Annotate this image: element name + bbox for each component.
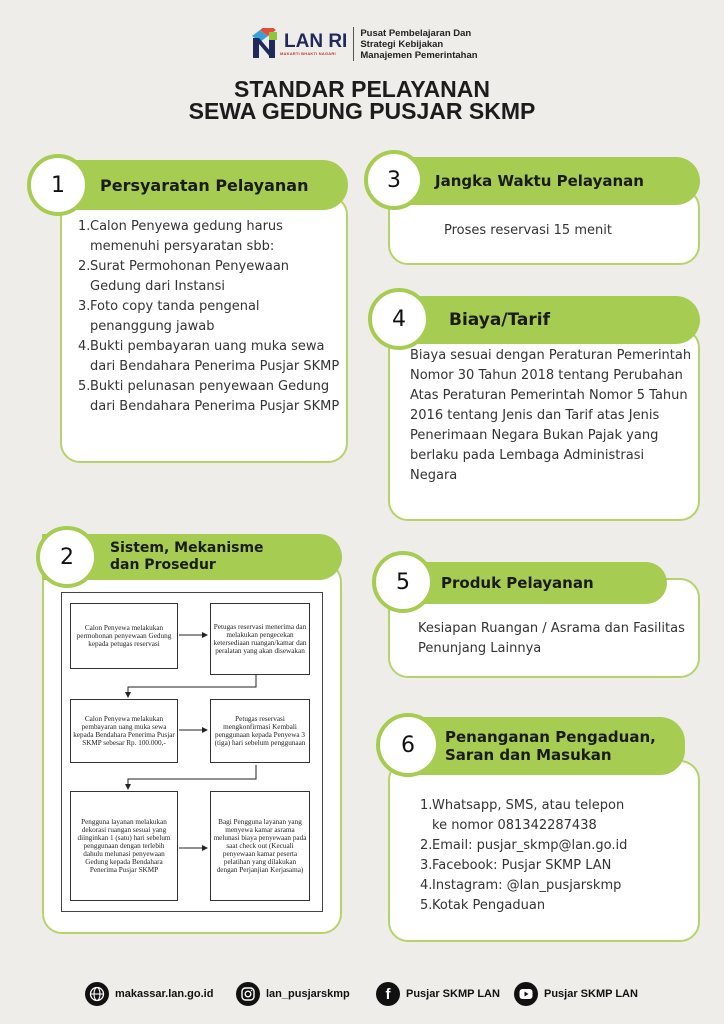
logo-wordmark [280, 32, 347, 56]
flow-step-3: Calon Penyewa melakukan pembayaran uang muka sewa kepada Bendahara Penerima Pusjar SKMP sebesar Rp. 100.000,- [70, 699, 178, 763]
globe-icon [85, 982, 109, 1006]
arrow-4-5 [128, 765, 256, 789]
list-item [420, 876, 690, 896]
logo-tagline: MAKARTI BHAKTI NAGARI [280, 51, 336, 56]
flow-step-6: Bagi Pengguna layanan yang menyewa kamar asrama melunasi biaya penyewaan pada saat check out (Kecuali penyewaan kamar peserta pelatihan yang dilakukan dengan Perjanjian Kerjasama) [210, 791, 310, 901]
section-5-header: Produk Pelayanan [397, 562, 667, 604]
instagram-icon [236, 982, 260, 1006]
list-number: 5. [78, 379, 91, 394]
page-title: STANDAR PELAYANAN SEWA GEDUNG PUSJAR SKMP [188, 76, 536, 124]
list-item [420, 856, 690, 876]
list-number: 5. [420, 898, 433, 913]
list-item [420, 896, 690, 916]
list-number: 2. [420, 838, 433, 853]
list-number: 2. [78, 259, 91, 274]
list-item [78, 217, 340, 257]
list-text: Whatsapp, SMS, atau telepon [432, 798, 625, 813]
list-text: ke nomor 081342287438 [432, 818, 597, 833]
section-6-header: Penanganan Pengaduan, Saran dan Masukan [405, 717, 685, 775]
section-4-header: Biaya/Tarif [397, 296, 700, 344]
list-text: Bukti pembayaran uang muka sewa dari Bendahara Penerima Pusjar SKMP [90, 339, 340, 374]
list-item [420, 816, 690, 836]
list-text: Facebook: Pusjar SKMP LAN [432, 858, 612, 873]
footer-website[interactable]: makassar.lan.go.id [85, 980, 213, 1008]
list-item [420, 796, 690, 816]
list-text: Instagram: @lan_pusjarskmp [432, 878, 622, 893]
section-1-number: 1 [27, 154, 89, 216]
flow-step-1: Calon Penyewa melakukan permohonan penyewaan Gedung kepada petugas reservasi [70, 603, 178, 669]
section-5-number: 5 [372, 551, 434, 613]
list-text: Kotak Pengaduan [432, 898, 546, 913]
flowchart [61, 592, 323, 912]
arrow-2-3 [128, 675, 256, 697]
flow-step-4: Petugas reservasi mengkonfirmasi Kembali penggunaan kepada Penyewa 3 (tiga) hari sebelum penggunaan [210, 699, 310, 763]
section-3-header: Jangka Waktu Pelayanan [397, 157, 700, 205]
footer-facebook[interactable]: f Pusjar SKMP LAN [376, 980, 500, 1008]
list-number: 1. [420, 798, 433, 813]
list-item [78, 377, 340, 417]
section-6-number: 6 [376, 713, 440, 777]
list-item [78, 297, 340, 337]
header-divider [353, 27, 354, 61]
footer-instagram[interactable]: lan_pusjarskmp [236, 980, 350, 1008]
list-number: 3. [78, 299, 91, 314]
lan-logo-icon [250, 28, 280, 60]
section-2-header: Sistem, Mekanisme dan Prosedur [42, 534, 342, 580]
section-1-header: Persyaratan Pelayanan [60, 160, 348, 210]
list-text: Foto copy tanda pengenal penanggung jawab [90, 299, 260, 334]
list-item [420, 836, 690, 856]
section-5-text: Kesiapan Ruangan / Asrama dan Fasilitas Penunjang Lainnya [418, 621, 685, 656]
youtube-icon [514, 982, 538, 1006]
list-item [78, 337, 340, 377]
list-number: 4. [420, 878, 433, 893]
logo-text: LAN RI [284, 31, 348, 52]
list-text: Calon Penyewa gedung harus memenuhi persyaratan sbb: [90, 219, 283, 254]
list-number: 3. [420, 858, 433, 873]
section-4-number: 4 [368, 288, 430, 350]
list-text: Surat Permohonan Penyewaan Gedung dari Instansi [90, 259, 290, 294]
header [250, 22, 530, 66]
list-number: 1. [78, 219, 91, 234]
section-3-text: Proses reservasi 15 menit [444, 223, 612, 238]
list-number: 4. [78, 339, 91, 354]
list-text: Bukti pelunasan penyewaan Gedung dari Bendahara Penerima Pusjar SKMP [90, 379, 340, 414]
list-item [78, 257, 340, 297]
list-text: Email: pusjar_skmp@lan.go.id [432, 838, 628, 853]
flow-step-5: Pengguna layanan melakukan dekorasi ruangan sesuai yang diinginkan 1 (satu) hari sebelum penggunaan dengan terlebih dahulu melunasi penyewaan Gedung kepada Bendahara Penerima Pusjar SKMP [70, 791, 178, 901]
section-4-text: Biaya sesuai dengan Peraturan Pemerintah Nomor 30 Tahun 2018 tentang Perubahan Atas Peraturan Pemerintah Nomor 5 Tahun 2016 tentang Jenis dan Tarif atas Jenis Penerimaan Negara Bukan Pajak yang berlaku pada Lembaga Administrasi Negara [410, 348, 692, 483]
section-3-number: 3 [364, 150, 424, 210]
section-2-number: 2 [36, 526, 98, 588]
list-number [420, 816, 432, 836]
footer-youtube[interactable]: Pusjar SKMP LAN [514, 980, 638, 1008]
flow-step-2: Petugas reservasi menerima dan melakukan pengecekan ketersediaan ruangan/kamar dan peralatan yang akan disewakan [210, 603, 310, 675]
section-6-list [420, 796, 690, 916]
section-1-list [78, 217, 340, 417]
org-name: Pusat Pembelajaran Dan Strategi Kebijakan Manajemen Pemerintahan [360, 27, 478, 61]
facebook-icon: f [376, 982, 400, 1006]
